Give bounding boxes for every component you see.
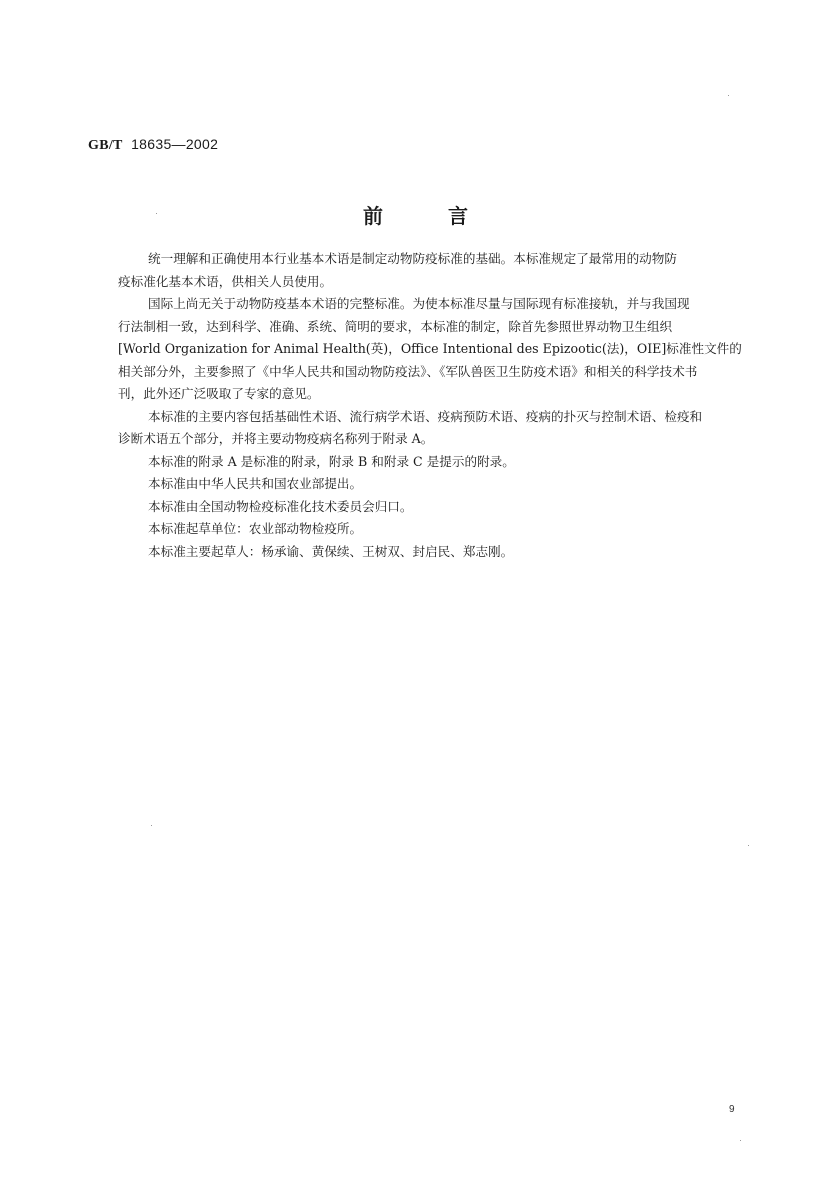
paragraph-appendices [118,451,740,474]
title-char-1: 前 [363,204,384,228]
text-line: [World Organization for Animal Health(英)，Office Intentional des Epizootic(法)，OIE]标准性文件的 [118,341,742,356]
text-line: 本标准主要起草人：杨承谕、黄保续、王树双、封启民、郑志刚。 [148,543,514,559]
text-line: 本标准的主要内容包括基础性术语、流行病学术语、疫病预防术语、疫病的扑灭与控制术语、检疫和 [148,408,703,424]
paragraph-contents [118,406,740,451]
text-line: 统一理解和正确使用本行业基本术语是制定动物防疫标准的基础。本标准规定了最常用的动物防 [148,251,677,266]
text-line: 本标准由全国动物检疫标准化技术委员会归口。 [148,498,413,514]
text-line: 本标准起草单位：农业部动物检疫所。 [148,521,363,536]
text-line: 本标准由中华人民共和国农业部提出。 [148,476,363,491]
paragraph-drafters [118,541,740,564]
text-line: 相关部分外，主要参照了《中华人民共和国动物防疫法》、《军队兽医卫生防疫术语》和相关的科学技术书 [118,363,698,379]
scan-speck [728,95,729,96]
text-line: 国际上尚无关于动物防疫基本术语的完整标准。为使本标准尽量与国际现有标准接轨，并与我国现 [148,296,690,311]
text-line: 疫标准化基本术语，供相关人员使用。 [118,273,333,289]
scan-speck [740,1140,741,1141]
scan-speck [156,213,157,214]
paragraph-proposed-by [118,473,740,496]
scan-speck [748,845,749,846]
paragraph-administered-by [118,496,740,519]
paragraph-purpose [118,248,740,293]
paragraph-drafting-unit [118,518,740,541]
foreword-body [118,248,740,563]
text-line: 刊，此外还广泛吸取了专家的意见。 [118,386,320,401]
page-number: 9 [729,1104,735,1115]
page-title [0,200,831,229]
title-char-2: 言 [447,204,468,228]
standard-number: 18635—2002 [131,136,219,152]
paragraph-references [118,293,740,406]
standard-prefix: GB/T [88,138,123,153]
text-line: 本标准的附录 A 是标准的附录，附录 B 和附录 C 是提示的附录。 [148,453,515,469]
scan-speck [151,825,152,826]
text-line: 行法制相一致，达到科学、准确、系统、简明的要求，本标准的制定，除首先参照世界动物卫生组织 [118,318,673,334]
text-line: 诊断术语五个部分，并将主要动物疫病名称列于附录 A。 [118,431,434,446]
standard-code [88,136,218,154]
